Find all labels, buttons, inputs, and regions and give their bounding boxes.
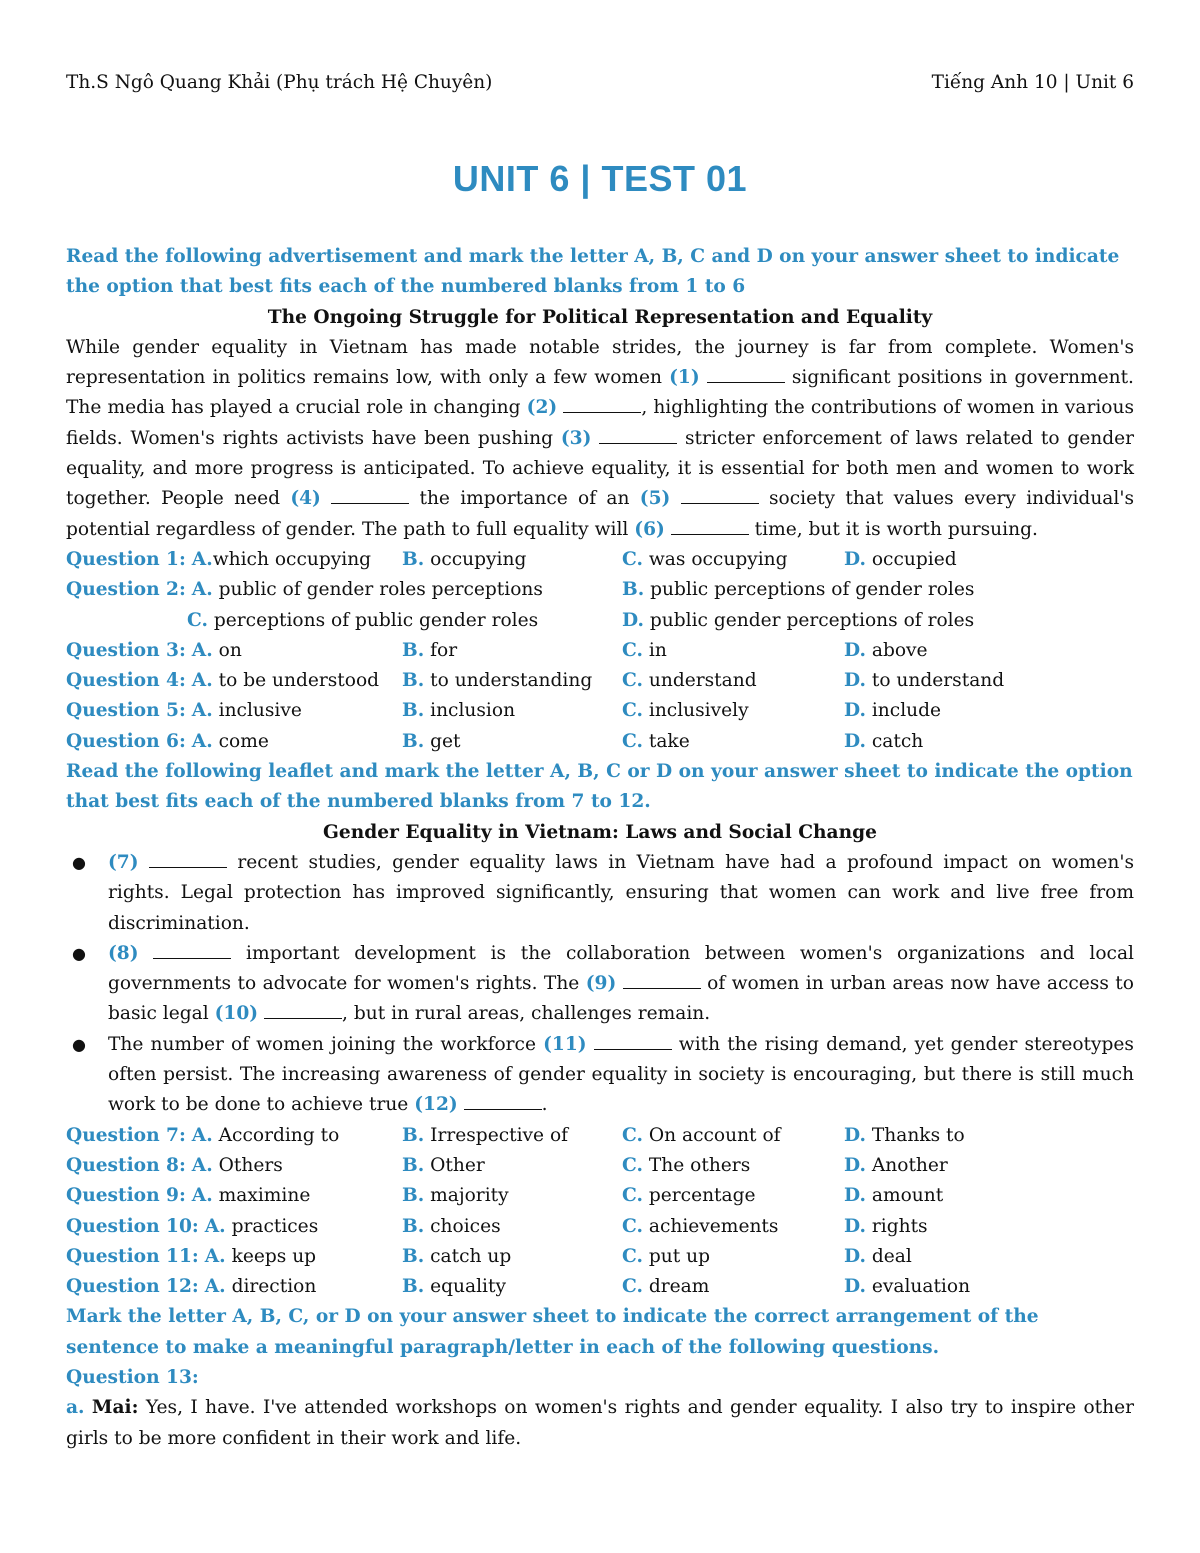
header-left: Th.S Ngô Quang Khải (Phụ trách Hệ Chuyên) <box>66 72 493 93</box>
blank-number: (2) <box>526 397 558 419</box>
question-row: Question 4: A. to be understood B. to understanding C. understand D. to understand <box>66 670 1005 692</box>
blank-line <box>707 368 785 383</box>
passage2-title: Gender Equality in Vietnam: Laws and Social Change <box>323 821 877 843</box>
question-row: Question 3: A. on B. for C. in D. above <box>66 639 928 661</box>
question-row: Question 11: A. keeps up B. catch up C. put up D. deal <box>66 1245 912 1267</box>
section2-instruction: Read the following leaflet and mark the letter A, B, C or D on your answer sheet to indicate the option that best fits each of the numbered blanks from 7 to 12. <box>66 761 1133 813</box>
question-row: Question 9: A. maximine B. majority C. percentage D. amount <box>66 1185 944 1207</box>
bullet-icon: ● <box>72 852 86 872</box>
page-title: UNIT 6 | TEST 01 <box>452 158 748 199</box>
question-row: Question 5: A. inclusive B. inclusion C. inclusively D. include <box>66 700 942 722</box>
question-row: Question 1: A.which occupying B. occupying C. was occupying D. occupied <box>66 548 957 570</box>
question-row: Question 10: A. practices B. choices C. achievements D. rights <box>66 1215 928 1237</box>
question-row: Question 12: A. direction B. equality C. dream D. evaluation <box>66 1276 971 1298</box>
question-13-label: Question 13: <box>66 1366 199 1388</box>
blank-line <box>153 944 231 959</box>
question-row: Question 8: A. Others B. Other C. The others D. Another <box>66 1154 948 1176</box>
blank-number: (4) <box>290 488 321 510</box>
bullet-item: ● (7) recent studies, gender equality laws in Vietnam have had a profound impact on women's rights. Legal protection has improved significantly, ensuring that women can work and live free from discrimination. <box>66 848 1134 939</box>
blank-line <box>599 429 677 444</box>
bullet-icon: ● <box>72 1034 86 1054</box>
bullet-item: ● The number of women joining the workforce (11) with the rising demand, yet gender stereotypes often persist. The increasing awareness of gender equality in society is encouraging, but there is still much work to be done to achieve true (12) . <box>66 1030 1134 1121</box>
header-right: Tiếng Anh 10 | Unit 6 <box>931 72 1134 93</box>
question-block-2 <box>66 1121 1134 1303</box>
blank-line <box>623 974 701 989</box>
blank-number: (6) <box>634 518 665 540</box>
section1-instruction: Read the following advertisement and mark the letter A, B, C and D on your answer sheet to indicate the option that best fits each of the numbered blanks from 1 to 6 <box>66 246 1120 298</box>
blank-line <box>264 1004 342 1019</box>
blank-line <box>681 489 759 504</box>
question-block-1 <box>66 545 1134 757</box>
question-row: Question 7: A. According to B. Irrespective of C. On account of D. Thanks to <box>66 1124 965 1146</box>
bullet-item: ● (8) important development is the collaboration between women's organizations and local governments to advocate for women's rights. The (9) of women in urban areas now have access to basic legal (10) , but in rural areas, challenges remain. <box>66 939 1134 1030</box>
blank-number: (1) <box>669 367 700 389</box>
question-row: Question 2: A. public of gender roles perceptions B. public perceptions of gender roles <box>66 579 975 601</box>
blank-line <box>671 520 749 535</box>
section3-instruction: Mark the letter A, B, C, or D on your answer sheet to indicate the correct arrangement of the sentence to make a meaningful paragraph/letter in each of the following questions. <box>66 1306 1039 1358</box>
blank-line <box>464 1095 542 1110</box>
passage1-text: While gender equality in Vietnam has made notable strides, the journey is far from complete. Women's representation in politics remains low, with only a few women (1) significant positions in government. The media has played a crucial role in changing (2) , highlighting the contributions of women in various fields. Women's rights activists have been pushing (3) stricter enforcement of laws related to gender equality, and more progress is anticipated. To achieve equality, it is essential for both men and women to work together. People need (4) the importance of an (5) society that values every individual's potential regardless of gender. The path to full equality will (6) time, but it is worth pursuing. <box>66 336 1134 540</box>
blank-line <box>563 398 641 413</box>
bullet-list <box>66 848 1134 1121</box>
blank-number: (3) <box>560 427 592 449</box>
arrangement-item-a: a. Mai: Yes, I have. I've attended workshops on women's rights and gender equality. I also try to inspire other girls to be more confident in their work and life. <box>66 1397 1134 1449</box>
blank-number: (5) <box>639 488 671 510</box>
content <box>66 242 1134 1454</box>
passage1-title: The Ongoing Struggle for Political Representation and Equality <box>267 306 933 328</box>
blank-line <box>594 1035 672 1050</box>
bullet-icon: ● <box>72 943 86 963</box>
blank-line <box>331 489 409 504</box>
question-row: C. perceptions of public gender roles D. public gender perceptions of roles <box>187 609 975 631</box>
blank-line <box>149 853 227 868</box>
question-row: Question 6: A. come B. get C. take D. catch <box>66 730 924 752</box>
